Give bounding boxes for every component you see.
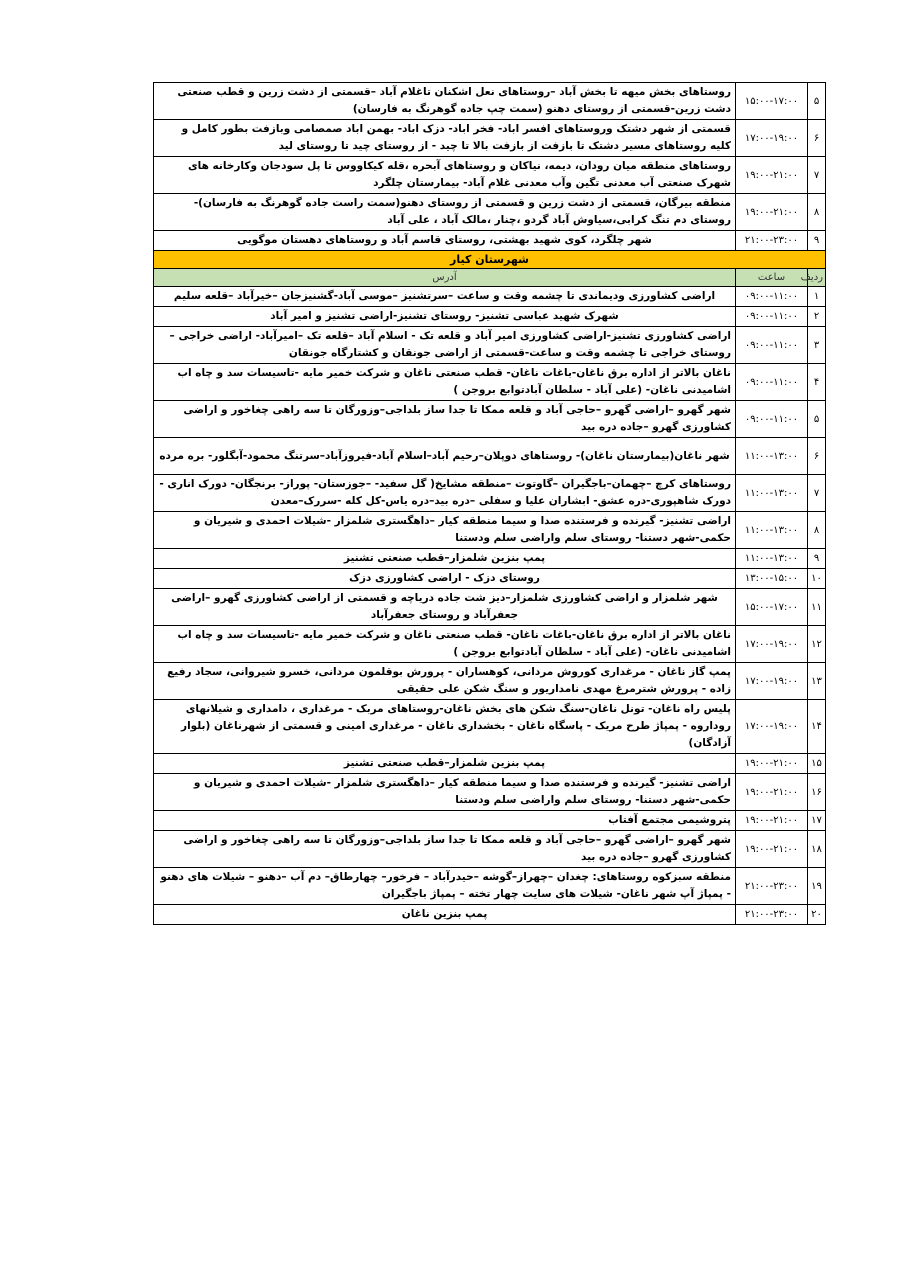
row-address: ناغان بالاتر از اداره برق ناغان-باغات ناغان- قطب صنعتی ناغان و شرکت خمیر مایه -تاسیسات سد و چاه اب اشامیدنی ناغان- (علی آباد - سلطان آبادتوابع بروجن ) (154, 364, 736, 401)
row-address: پمپ بنزین شلمزار–قطب صنعتی تشنیز (154, 754, 736, 774)
table-row (154, 438, 826, 475)
table-row (154, 157, 826, 194)
row-time: ۱۷:۰۰-۱۹:۰۰ (736, 700, 808, 754)
table-row (154, 549, 826, 569)
row-index: ۱۰ (808, 569, 826, 589)
row-index: ۸ (808, 512, 826, 549)
table-row (154, 475, 826, 512)
row-address: منطقه بیرگان، قسمتی از دشت زرین و قسمتی از روستای دهنو(سمت راست جاده گوهرنگ به فارسان)-روستای دم تنگ کرابی،سیاوش آباد گردو ،چنار ،مالک آباد ، علی آباد (154, 194, 736, 231)
row-address: شهر ناغان(بیمارستان ناغان)- روستاهای دوپلان–رحیم آباد–اسلام آباد-فیروزآباد–سرتنگ محمود-آبگلور- بره مرده (154, 438, 736, 475)
row-index: ۱۲ (808, 626, 826, 663)
row-address: پتروشیمی مجتمع آفتاب (154, 811, 736, 831)
row-address: پمپ بنزین شلمزار–قطب صنعتی تشنیز (154, 549, 736, 569)
row-time: ۰۹:۰۰-۱۱:۰۰ (736, 307, 808, 327)
row-address: شهر گهرو –اراضی گهرو –حاجی آباد و قلعه ممکا تا جدا ساز بلداجی–وزورگان تا سه راهی چغاخور و اراضی کشاورزی گهرو –جاده دره بید (154, 401, 736, 438)
table-row (154, 327, 826, 364)
row-index: ۱۷ (808, 811, 826, 831)
row-address: روستاهای کرچ –چهمان–باجگیران –گاوتوت –منطقه مشایخ( گل سفید- –جوزستان- پوراز- برنجگان- دورک اناری - دورک شاهپوری-دره عشق- ابشاران علیا و سفلی –دره بید–دره یاس-کل کله -سررک–معدن (154, 475, 736, 512)
row-index: ۱۶ (808, 774, 826, 811)
table-row (154, 231, 826, 251)
table-row (154, 868, 826, 905)
header-index: ردیف (808, 269, 826, 287)
table-row (154, 774, 826, 811)
row-time: ۱۹:۰۰-۲۱:۰۰ (736, 754, 808, 774)
row-time: ۰۹:۰۰-۱۱:۰۰ (736, 364, 808, 401)
row-index: ۲ (808, 307, 826, 327)
table-row (154, 512, 826, 549)
row-index: ۱۳ (808, 663, 826, 700)
row-index: ۱۹ (808, 868, 826, 905)
row-address: منطقه سبزکوه روستاهای: چغدان –چهراز–گوشه –حیدرآباد – فرخور– چهارطاق– دم آب –دهنو – شیلات های دهنو - پمپاژ آپ شهر ناغان- شیلات های سایت چهار تخته – پمپاژ باجگیران (154, 868, 736, 905)
row-address: اراضی تشنیز- گیرنده و فرستنده صدا و سیما منطقه کیار –داهگستری شلمزار -شیلات احمدی و شیریان و حکمی-شهر دستنا- روستای سلم واراضی سلم ودستنا (154, 512, 736, 549)
table-row (154, 569, 826, 589)
row-index: ۵ (808, 401, 826, 438)
section-title: شهرستان کیار (154, 251, 826, 269)
row-index: ۶ (808, 120, 826, 157)
row-index: ۴ (808, 364, 826, 401)
table-row (154, 287, 826, 307)
row-time: ۱۷:۰۰-۱۹:۰۰ (736, 626, 808, 663)
section-block (154, 251, 826, 287)
table-row (154, 700, 826, 754)
schedule-table (153, 82, 826, 925)
row-index: ۵ (808, 83, 826, 120)
row-address: شهرک شهید عباسی تشنیز- روستای تشنیز-اراضی تشنیز و امیر آباد (154, 307, 736, 327)
schedule-sheet (153, 82, 825, 925)
row-address: پلیس راه ناغان- تونل ناغان-سنگ شکن های بخش ناغان-روستاهای مربک - مرغداری ، دامداری و شیلانهای روداروه - پمپاژ طرح مریک - پاسگاه ناغان - بخشداری ناغان - مرغداری امینی و قسمتی از شهرناغان (بلوار آزادگان) (154, 700, 736, 754)
row-time: ۱۱:۰۰-۱۳:۰۰ (736, 475, 808, 512)
table-row (154, 401, 826, 438)
table-row (154, 364, 826, 401)
row-index: ۸ (808, 194, 826, 231)
row-address: اراضی کشاورزی تشنیز-اراضی کشاورزی امیر آباد و قلعه تک - اسلام آباد –قلعه تک –امیرآباد- اراضی خراجی –روستای خراجی تا چشمه وقت و ساعت-قسمتی از اراضی جونقان و کشتارگاه جونقان (154, 327, 736, 364)
row-index: ۷ (808, 475, 826, 512)
row-address: اراضی تشنیز- گیرنده و فرستنده صدا و سیما منطقه کیار –داهگستری شلمزار -شیلات احمدی و شیریان و حکمی-شهر دستنا- روستای سلم واراضی سلم ودستنا (154, 774, 736, 811)
row-time: ۱۱:۰۰-۱۳:۰۰ (736, 549, 808, 569)
table-row (154, 589, 826, 626)
table-row (154, 754, 826, 774)
row-address: قسمتی از شهر دشتک وروستاهای افسر اباد- فخر اباد- دزک اباد- بهمن اباد صمصامی وبازفت بطور کامل و کلیه روستاهای مسیر دشتک تا بازفت از بازفت بالا تا چید - از روستای چید تا روستای لید (154, 120, 736, 157)
row-index: ۱ (808, 287, 826, 307)
row-time: ۱۱:۰۰-۱۳:۰۰ (736, 438, 808, 475)
table-row (154, 120, 826, 157)
header-row (154, 269, 826, 287)
row-time: ۰۹:۰۰-۱۱:۰۰ (736, 401, 808, 438)
row-address: پمپ بنزین ناغان (154, 905, 736, 925)
row-address: شهر شلمزار و اراضی کشاورزی شلمزار–دیز شت جاده دریاچه و قسمتی از اراضی کشاورزی گهرو –اراضی جعفرآباد و روستای جعفرآباد (154, 589, 736, 626)
row-address: ناغان بالاتر از اداره برق ناغان-باغات ناغان- قطب صنعتی ناغان و شرکت خمیر مایه -تاسیسات سد و چاه اب اشامیدنی ناغان- (علی آباد - سلطان آبادتوابع بروجن ) (154, 626, 736, 663)
row-time: ۱۵:۰۰-۱۷:۰۰ (736, 589, 808, 626)
section-title-row (154, 251, 826, 269)
row-time: ۰۹:۰۰-۱۱:۰۰ (736, 287, 808, 307)
row-time: ۱۹:۰۰-۲۱:۰۰ (736, 831, 808, 868)
row-time: ۱۳:۰۰-۱۵:۰۰ (736, 569, 808, 589)
table-row (154, 626, 826, 663)
row-index: ۶ (808, 438, 826, 475)
table-row (154, 811, 826, 831)
row-index: ۱۵ (808, 754, 826, 774)
table-row (154, 905, 826, 925)
row-time: ۱۹:۰۰-۲۱:۰۰ (736, 811, 808, 831)
row-time: ۱۷:۰۰-۱۹:۰۰ (736, 120, 808, 157)
row-time: ۰۹:۰۰-۱۱:۰۰ (736, 327, 808, 364)
table-part-1 (154, 83, 826, 251)
row-address: اراضی کشاورزی ودیماندی تا چشمه وقت و ساعت –سرتشنیز –موسی آباد-گشنیزجان –خیرآباد –قلعه سلیم (154, 287, 736, 307)
row-time: ۱۹:۰۰-۲۱:۰۰ (736, 157, 808, 194)
row-index: ۱۸ (808, 831, 826, 868)
row-index: ۲۰ (808, 905, 826, 925)
row-time: ۱۹:۰۰-۲۱:۰۰ (736, 774, 808, 811)
row-address: روستای دزک - اراضی کشاورزی دزک (154, 569, 736, 589)
row-index: ۱۴ (808, 700, 826, 754)
row-address: شهر گهرو –اراضی گهرو –حاجی آباد و قلعه ممکا تا جدا ساز بلداجی–وزورگان تا سه راهی چغاخور و اراضی کشاورزی گهرو –جاده دره بید (154, 831, 736, 868)
header-address: آدرس (154, 269, 736, 287)
row-address: شهر چلگرد، کوی شهید بهشتی، روستای قاسم آباد و روستاهای دهستان موگویی (154, 231, 736, 251)
row-time: ۱۱:۰۰-۱۳:۰۰ (736, 512, 808, 549)
row-time: ۲۱:۰۰-۲۳:۰۰ (736, 231, 808, 251)
row-index: ۱۱ (808, 589, 826, 626)
row-time: ۱۹:۰۰-۲۱:۰۰ (736, 194, 808, 231)
row-time: ۲۱:۰۰-۲۳:۰۰ (736, 868, 808, 905)
row-time: ۱۷:۰۰-۱۹:۰۰ (736, 663, 808, 700)
row-index: ۷ (808, 157, 826, 194)
table-row (154, 831, 826, 868)
row-address: پمپ گاز ناغان - مرغداری کوروش مردانی، کوهساران - پرورش بوقلمون مردانی، خسرو شیروانی، سجاد رفیع زاده - پرورش شترمرغ مهدی نامداریور و سنگ شکن علی حقیقی (154, 663, 736, 700)
table-part-2 (154, 287, 826, 925)
row-index: ۹ (808, 231, 826, 251)
table-row (154, 83, 826, 120)
row-time: ۲۱:۰۰-۲۳:۰۰ (736, 905, 808, 925)
table-row (154, 194, 826, 231)
row-address: روستاهای منطقه میان رودان، دیمه، نیاکان و روستاهای آبحره ،قله کیکاووس تا پل سودجان وکارخانه های شهرک صنعتی آب معدنی تگین وآب معدنی غلام آباد- بیمارستان چلگرد (154, 157, 736, 194)
row-address: روستاهای بخش میهه تا بخش آباد –روستاهای نعل اشکنان تاغلام آباد –قسمتی از دشت زرین و قطب صنعتی دشت زرین-قسمتی از روستای دهنو (سمت چپ جاده گوهرنگ به فارسان) (154, 83, 736, 120)
row-index: ۹ (808, 549, 826, 569)
header-time: ساعت (736, 269, 808, 287)
row-time: ۱۵:۰۰-۱۷:۰۰ (736, 83, 808, 120)
row-index: ۳ (808, 327, 826, 364)
table-row (154, 307, 826, 327)
table-row (154, 663, 826, 700)
